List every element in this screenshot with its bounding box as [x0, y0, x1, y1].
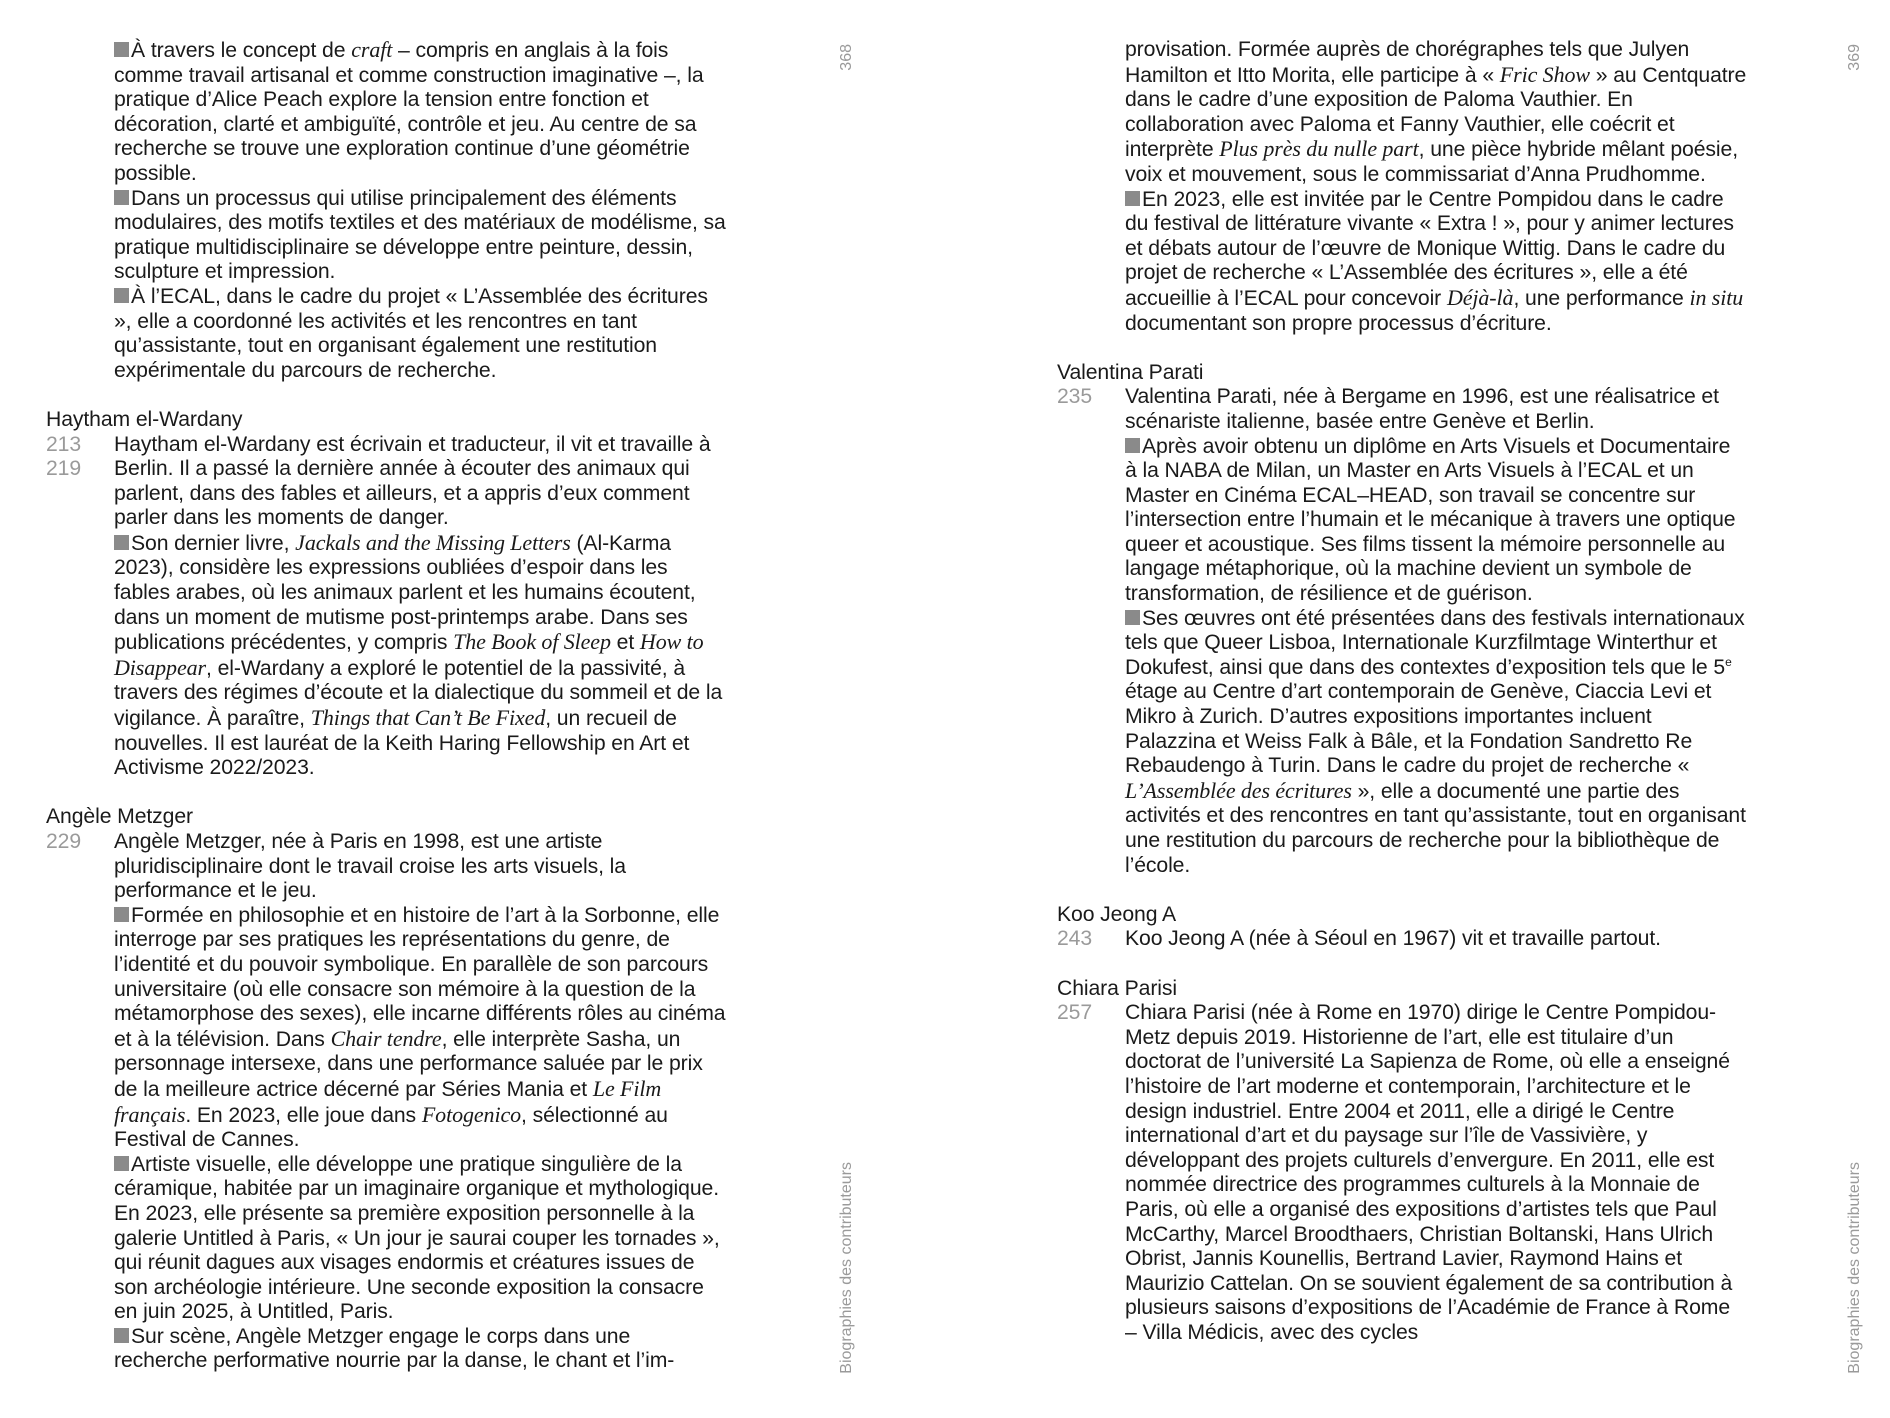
page-reference[interactable]: 235 [1057, 385, 1093, 409]
running-head: Biographies des contributeurs [838, 1162, 855, 1374]
page-references [1057, 385, 1125, 878]
bio-paragraph: Koo Jeong A (née à Séoul en 1967) vit et travaille partout. [1125, 927, 1661, 951]
intro-paragraph: En 2023, elle est invitée par le Centre Pompidou dans le cadre du festival de littérature vivante « Extra ! », pour y animer lectures et débats autour de l’œuvre de Monique Wittig. Dans le cadre du projet de recherche « L’Assemblée des écritures », elle a été accueillie à l’ECAL pour concevoir Déjà-là, une performance in situ documentant son propre processus d’écriture. [1125, 187, 1744, 335]
intro-continuation [1057, 38, 1747, 336]
right-page [945, 0, 1890, 1418]
intro-paragraph: provisation. Formée auprès de chorégraphes tels que Julyen Hamilton et Itto Morita, elle participe à « Fric Show » au Centquatre dans le cadre d’une exposition de Paloma Vauthier. En collaboration avec Paloma et Fanny Vauthier, elle coécrit et interprète Plus près du nulle part, une pièce hybride mêlant poésie, voix et mouvement, sous le commissariat d’Anna Prudhomme. [1125, 38, 1747, 186]
paragraph-marker-icon [1125, 610, 1140, 625]
page-references [1057, 1001, 1125, 1345]
bio-paragraph: Après avoir obtenu un diplôme en Arts Visuels et Documentaire à la NABA de Milan, un Master en Arts Visuels à l’ECAL et un Master en Cinéma ECAL–HEAD, son travail se concentre sur l’intersection entre l’humain et le mécanique à travers une optique queer et acoustique. Ses films tissent la mémoire personnelle au langage métaphorique, où la machine devient un symbole de transformation, de résilience et de guérison. [1125, 434, 1736, 606]
contributor-entry [46, 805, 726, 1374]
page-number: 369 [1846, 44, 1863, 71]
page-references [46, 830, 114, 1374]
contributor-name: Valentina Parati [1057, 360, 1204, 384]
contributor-bio [1125, 1001, 1747, 1345]
page-number: 368 [838, 44, 855, 71]
contributor-bio [114, 433, 726, 781]
paragraph-marker-icon [114, 190, 129, 205]
contributor-name: Haytham el-Wardany [46, 407, 243, 431]
contributor-name: Chiara Parisi [1057, 976, 1177, 1000]
page-references [46, 433, 114, 781]
intro-paragraph: Dans un processus qui utilise principalement des éléments modulaires, des motifs textiles et des matériaux de modélisme, sa pratique multidisciplinaire se développe entre peinture, dessin, sculpture et impression. [114, 186, 726, 284]
bio-paragraph: Ses œuvres ont été présentées dans des festivals internationaux tels que Queer Lisboa, Internationale Kurzfilmtage Winterthur et Dokufest, ainsi que dans des contextes d’exposition tels que le 5e étage au Centre d’art contemporain de Genève, Ciaccia Levi et Mikro à Zurich. D’autres expositions importantes incluent Palazzina et Weiss Falk à Bâle, et la Fondation Sandretto Re Rebaudengo à Turin. Dans le cadre du projet de recherche « L’Assemblée des écritures », elle a documenté une partie des activités et des rencontres en tant qu’assistante, tout en organisant une restitution du parcours de recherche pour la bibliothèque de l’école. [1125, 606, 1746, 877]
bio-paragraph: Chiara Parisi (née à Rome en 1970) dirige le Centre Pompidou-Metz depuis 2019. Historienne de l’art, elle est titulaire d’un doctorat de l’université La Sapienza de Rome, où elle a enseigné l’histoire de l’art moderne et contemporain, l’architecture et le design industriel. Entre 2004 et 2011, elle a dirigé le Centre international d’art et du paysage sur l’île de Vassivière, y développant des projets culturels d’envergure. En 2011, elle est nommée directrice des programmes culturels à la Monnaie de Paris, où elle a organisé des expositions d’artistes tels que Paul McCarthy, Marcel Broodthaers, Christian Boltanski, Hans Ulrich Obrist, Jannis Kounellis, Bertrand Lavier, Raymond Hains et Maurizio Cattelan. On se souvient également de sa contribution à plusieurs saisons d’expositions de l’Académie de France à Rome – Villa Médicis, avec des cycles [1125, 1001, 1733, 1344]
page-reference[interactable]: 219 [46, 457, 82, 481]
page-reference[interactable]: 243 [1057, 927, 1093, 951]
running-head: Biographies des contributeurs [1846, 1162, 1863, 1374]
paragraph-marker-icon [114, 907, 129, 922]
bio-paragraph: Son dernier livre, Jackals and the Missing Letters (Al-Karma 2023), considère les expressions oubliées d’espoir dans les fables arabes, où les animaux parlent et les humains écoutent, dans un moment de mutisme post-printemps arabe. Dans ses publications précédentes, y compris The Book of Sleep et How to Disappear, el-Wardany a exploré le potentiel de la passivité, à travers des régimes d’écoute et la dialectique du sommeil et de la vigilance. À paraître, Things that Can’t Be Fixed, un recueil de nouvelles. Il est lauréat de la Keith Haring Fellowship en Art et Activisme 2022/2023. [114, 529, 723, 780]
right-text-column [1057, 38, 1747, 1345]
contributor-entry [1057, 977, 1747, 1346]
intro-paragraph: À l’ECAL, dans le cadre du projet « L’Assemblée des écritures », elle a coordonné les activités et les rencontres en tant qu’assistante, tout en organisant également une restitution expérimentale du parcours de recherche. [114, 284, 708, 382]
contributor-bio [1125, 385, 1747, 878]
contributor-entry [1057, 361, 1747, 878]
paragraph-marker-icon [114, 535, 129, 550]
contributor-entry [1057, 903, 1747, 952]
page-references [1057, 927, 1125, 952]
intro-continuation [46, 38, 726, 383]
contributor-name: Koo Jeong A [1057, 902, 1177, 926]
bio-paragraph: Artiste visuelle, elle développe une pratique singulière de la céramique, habitée par un imaginaire organique et mythologique. En 2023, elle présente sa première exposition personnelle à la galerie Untitled à Paris, « Un jour je saurai couper les tornades », qui réunit dagues aux visages endormis et créatures issues de son archéologie intérieure. Une seconde exposition la consacre en juin 2025, à Untitled, Paris. [114, 1152, 720, 1324]
bio-paragraph: Haytham el-Wardany est écrivain et traducteur, il vit et travaille à Berlin. Il a passé la dernière année à écouter des animaux qui parlent, dans des fables et ailleurs, et a appris d’eux comment parler dans les moments de danger. [114, 432, 711, 530]
paragraph-marker-icon [114, 1156, 129, 1171]
contributor-name: Angèle Metzger [46, 805, 193, 829]
paragraph-marker-icon [114, 288, 129, 303]
left-text-column [46, 38, 726, 1374]
contributor-bio [114, 830, 726, 1374]
bio-paragraph: Angèle Metzger, née à Paris en 1998, est une artiste pluridisciplinaire dont le travail croise les arts visuels, la performance et le jeu. [114, 830, 626, 903]
page-reference[interactable]: 229 [46, 830, 82, 853]
paragraph-marker-icon [114, 1328, 129, 1343]
bio-paragraph: Formée en philosophie et en histoire de l’art à la Sorbonne, elle interroge par ses pratiques les représentations du genre, de l’identité et du pouvoir symbolique. En parallèle de son parcours universitaire (où elle consacre son mémoire à la question de la métamorphose des sexes), elle incarne différents rôles au cinéma et à la télévision. Dans Chair tendre, elle interprète Sasha, un personnage intersexe, dans une performance saluée par le prix de la meilleure actrice décerné par Séries Mania et Le Film français. En 2023, elle joue dans Fotogenico, sélectionné au Festival de Cannes. [114, 903, 726, 1152]
paragraph-marker-icon [1125, 191, 1140, 206]
contributor-entry [46, 408, 726, 781]
contributor-bio [1125, 927, 1747, 952]
page-reference[interactable]: 257 [1057, 1001, 1093, 1025]
bio-paragraph: Sur scène, Angèle Metzger engage le corps dans une recherche performative nourrie par la danse, le chant et l’im- [114, 1324, 675, 1373]
page-reference[interactable]: 213 [46, 432, 82, 456]
paragraph-marker-icon [114, 42, 129, 57]
intro-paragraph: À travers le concept de craft – compris en anglais à la fois comme travail artisanal et comme construction imaginative –, la pratique d’Alice Peach explore la tension entre fonction et décoration, clarté et ambiguïté, contrôle et jeu. Au centre de sa recherche se trouve une exploration continue d’une géométrie possible. [114, 37, 704, 185]
paragraph-marker-icon [1125, 438, 1140, 453]
bio-paragraph: Valentina Parati, née à Bergame en 1996, est une réalisatrice et scénariste italienne, basée entre Genève et Berlin. [1125, 385, 1719, 433]
